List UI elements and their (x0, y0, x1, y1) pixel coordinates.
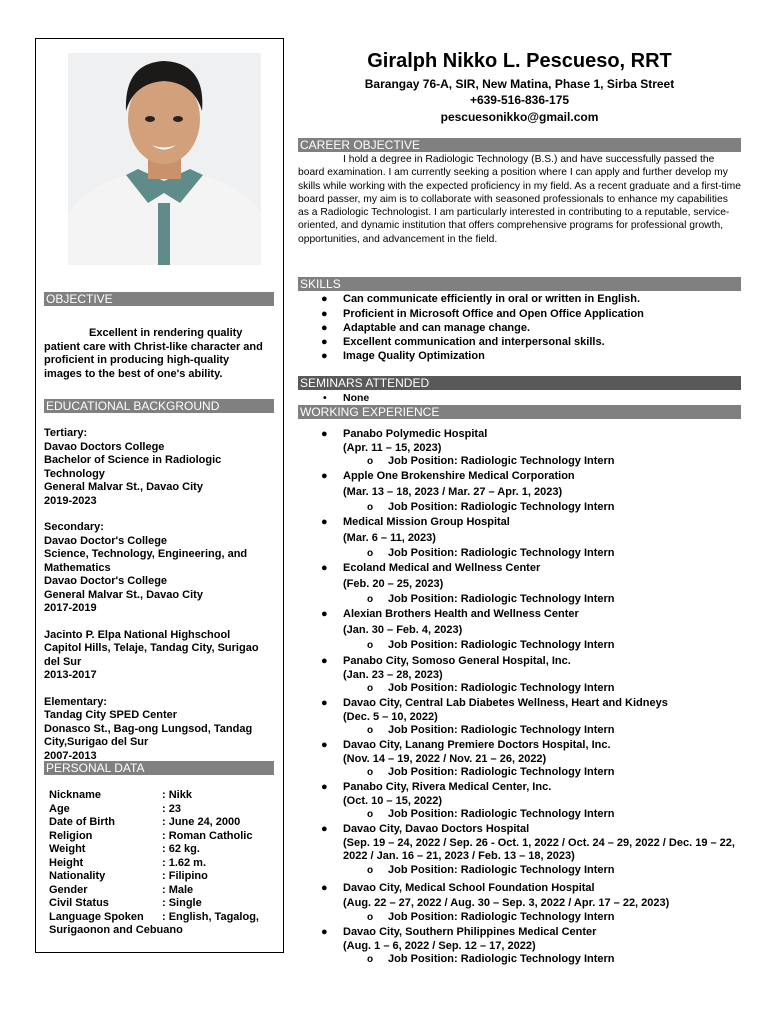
left-column (35, 38, 284, 953)
email: pescuesonikko@gmail.com (440, 110, 599, 124)
personal-row: Nationality : Filipino (49, 870, 208, 882)
skill-item: ● Excellent communication and interpersonal skills. (321, 336, 605, 348)
work-item: ● Davao City, Lanang Premiere Doctors Hospital, Inc. (Nov. 14 – 19, 2022 / Nov. 21 – 26, 2022) o Job Position: Radiologic Technology Intern (321, 739, 615, 778)
education-entry: Jacinto P. Elpa National Highschool Capitol Hills, Telaje, Tandag City, Surigao del Sur 2013-2017 (44, 628, 259, 681)
education-entry: Secondary: Davao Doctor's College Science, Technology, Engineering, and Mathematics Davao Doctor's College General Malvar St., Davao City 2017-2019 (44, 521, 248, 614)
personal-language-continued: Surigaonon and Cebuano (49, 924, 183, 936)
seminar-item: • None (323, 392, 370, 404)
personal-data-heading: PERSONAL DATA (44, 761, 274, 775)
work-item: ● Medical Mission Group Hospital (Mar. 6 – 11, 2023) o Job Position: Radiologic Technology Intern (321, 516, 615, 559)
work-item: ● Davao City, Southern Philippines Medical Center (Aug. 1 – 6, 2022 / Sep. 12 – 17, 2022) o Job Position: Radiologic Technology Intern (321, 926, 615, 965)
education-heading: EDUCATIONAL BACKGROUND (44, 399, 274, 413)
personal-row: Religion : Roman Catholic (49, 829, 253, 842)
work-item: ● Panabo Polymedic Hospital (Apr. 11 – 15, 2023) o Job Position: Radiologic Technology Intern (321, 428, 615, 467)
personal-row: Weight : 62 kg. (49, 843, 200, 855)
personal-row: Age : 23 (49, 802, 181, 815)
work-item: ● Alexian Brothers Health and Wellness Center (Jan. 30 – Feb. 4, 2023) o Job Position: Radiologic Technology Intern (321, 608, 615, 651)
work-item: ● Panabo City, Rivera Medical Center, Inc. (Oct. 10 – 15, 2022) o Job Position: Radiologic Technology Intern (321, 781, 615, 820)
personal-row: Date of Birth : June 24, 2000 (49, 816, 241, 828)
work-item: ● Panabo City, Somoso General Hospital, Inc. (Jan. 23 – 28, 2023) o Job Position: Radiologic Technology Intern (321, 655, 615, 694)
skill-item: ● Adaptable and can manage change. (321, 322, 531, 334)
career-objective-heading: CAREER OBJECTIVE (298, 138, 741, 152)
phone: +639-516-836-175 (469, 93, 570, 107)
personal-row: Gender : Male (49, 883, 194, 896)
work-item: ● Davao City, Central Lab Diabetes Wellness, Heart and Kidneys (Dec. 5 – 10, 2022) o Job Position: Radiologic Technology Intern (321, 697, 668, 736)
education-entry: Tertiary: Davao Doctors College Bachelor of Science in Radiologic Technology General Malvar St., Davao City 2019-2023 (44, 427, 222, 507)
work-heading: WORKING EXPERIENCE (298, 405, 741, 419)
personal-row: Civil Status : Single (49, 897, 202, 909)
skill-item: ● Image Quality Optimization (321, 350, 485, 362)
full-name: Giralph Nikko L. Pescueso, RRT (367, 50, 672, 72)
address: Barangay 76-A, SIR, New Matina, Phase 1, Sirba Street (364, 77, 675, 91)
personal-row: Nickname : Nikk (49, 789, 192, 801)
profile-photo (68, 53, 261, 265)
skill-item: ● Can communicate efficiently in oral or written in English. (321, 293, 641, 305)
work-item: ● Ecoland Medical and Wellness Center (Feb. 20 – 25, 2023) o Job Position: Radiologic Technology Intern (321, 562, 615, 605)
career-objective-text: I hold a degree in Radiologic Technology (B.S.) and have successfully passed the board examination. I am currently seeking a position where I can apply and further develop my skills while working with the expected proficiency in my field. As a recent graduate and a first-time board passer, my aim is to collaborate with seasoned professionals to enhance my capabilities as a Radiologic Technologist. I am particularly interested in contributing to a reputable, service-oriented, and dynamic institution that offers comprehensive programs for professional growth, opportunities, and advancement in the field. (298, 154, 741, 245)
skills-heading: SKILLS (298, 277, 741, 291)
education-list (44, 427, 269, 763)
work-item: ● Davao City, Davao Doctors Hospital (Sep. 19 – 24, 2022 / Sep. 26 - Oct. 1, 2022 / Oct. 24 – 29, 2022 / Dec. 19 – 22, 2022 / Jan. 16 – 21, 2023 / Feb. 13 – 18, 2023) o Job Position: Radiologic Technology Intern (321, 823, 735, 876)
objective-text: Excellent in rendering quality patient care with Christ-like character and proficient in producing high-quality images to the best of one's ability. (44, 327, 263, 380)
education-entry: Elementary: Tandag City SPED Center Donasco St., Bag-ong Lungsod, Tandag City,Surigao del Sur 2007-2013 (44, 695, 253, 762)
personal-data-table (49, 789, 259, 938)
personal-row: Language Spoken : English, Tagalog, (49, 910, 259, 923)
personal-row: Height : 1.62 m. (49, 856, 207, 869)
seminars-heading: SEMINARS ATTENDED (298, 376, 741, 390)
work-item: ● Apple One Brokenshire Medical Corporation (Mar. 13 – 18, 2023 / Mar. 27 – Apr. 1, 2023) o Job Position: Radiologic Technology Intern (321, 470, 615, 513)
skill-item: ● Proficient in Microsoft Office and Open Office Application (321, 308, 644, 320)
work-item: ● Davao City, Medical School Foundation Hospital (Aug. 22 – 27, 2022 / Aug. 30 – Sep. 3, 2022 / Apr. 17 – 22, 2023) o Job Position: Radiologic Technology Intern (321, 882, 670, 923)
objective-heading: OBJECTIVE (44, 292, 274, 306)
